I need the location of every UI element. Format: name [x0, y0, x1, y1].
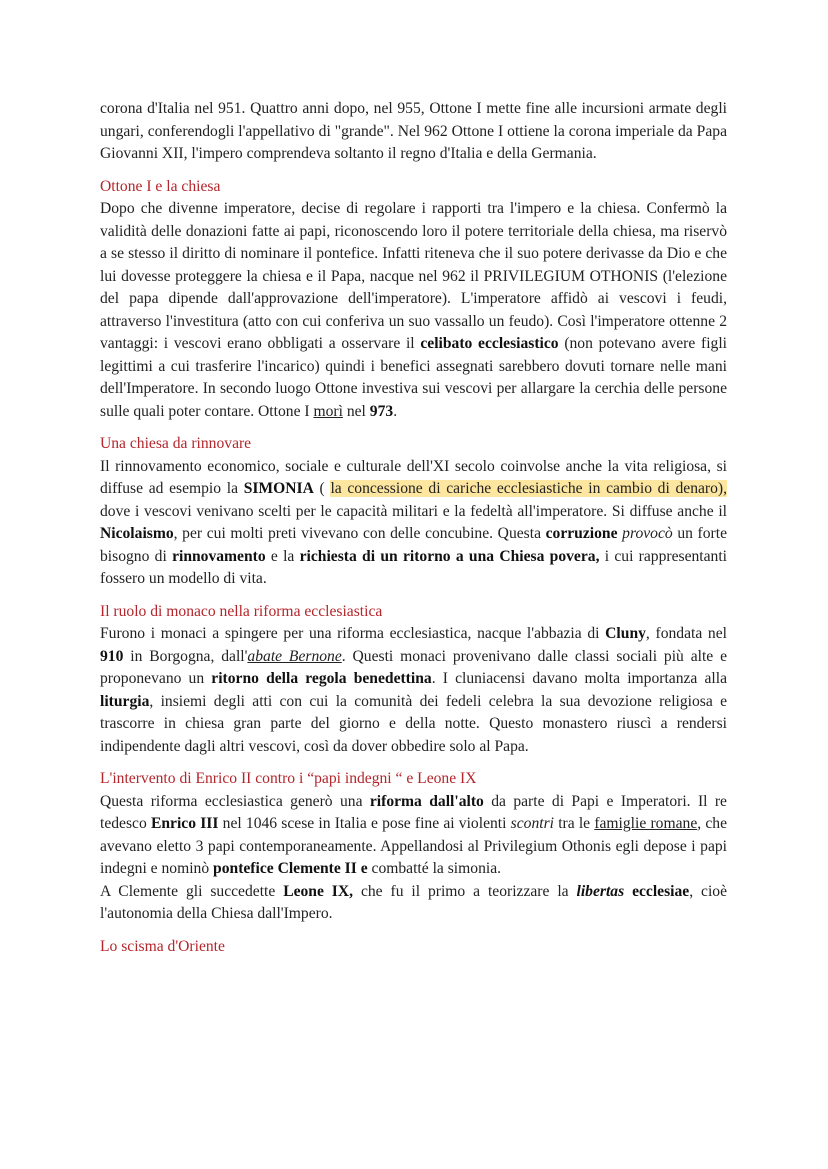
formatted-text-run: 973	[369, 402, 394, 420]
document-section	[100, 768, 727, 926]
section-heading: Il ruolo di monaco nella riforma ecclesiastica	[100, 602, 383, 620]
formatted-text-run: Cluny	[605, 625, 646, 642]
text-run: Il rinnovamento economico, sociale e culturale dell'XI secolo coinvolse anche la vita religiosa, si diffuse ad esempio la	[100, 457, 727, 497]
document-section	[100, 601, 727, 759]
formatted-text-run: abate Bernone	[247, 647, 342, 665]
formatted-text-run: 910	[100, 647, 124, 665]
text-run: . Questi monaci provenivano dalle classi sociali più alte e proponevano un	[100, 647, 727, 687]
text-run: (non potevano avere figli legittimi a cui trasferire l'incarico) quindi i benefici assegnati sarebbero dovuti tornare nelle mani dell'Imperatore. In secondo luogo Ottone investiva sui vescovi per allargare la cerchia delle persone sulle quali poter contare. Ottone I	[100, 335, 727, 420]
text-run: tra le	[553, 815, 595, 832]
formatted-text-run: pontefice Clemente II e	[213, 860, 368, 877]
formatted-text-run: provocò	[622, 525, 673, 542]
formatted-text-run: ecclesiae	[632, 882, 690, 900]
formatted-text-run: la concessione di cariche ecclesiastiche in cambio di denaro),	[330, 480, 727, 497]
paragraph	[100, 198, 727, 423]
text-run: , che avevano eletto 3 papi contemporaneamente. Appellandosi al Privilegium Othonis egli depose i papi indegni e nominò	[100, 815, 727, 877]
formatted-text-run: corruzione	[545, 525, 618, 542]
document-section	[100, 176, 727, 424]
text-run: , per cui molti preti vivevano con delle concubine. Questa	[173, 525, 546, 542]
text-run: Questa riforma ecclesiastica generò una	[100, 792, 370, 810]
paragraph	[100, 456, 727, 591]
formatted-text-run: Nicolaismo	[100, 525, 174, 542]
formatted-text-run: libertas	[576, 882, 625, 900]
text-run: e la	[265, 547, 300, 565]
text-run: , fondata nel	[645, 625, 727, 642]
text-run: in Borgogna, dall'	[123, 647, 248, 665]
formatted-text-run: Enrico III	[150, 815, 219, 832]
text-run: combatté la simonia.	[367, 860, 502, 877]
document-section	[100, 433, 727, 591]
formatted-text-run: ritorno della regola benedettina	[211, 670, 432, 687]
section-heading: Lo scisma d'Oriente	[100, 937, 225, 955]
text-run: (	[313, 480, 331, 497]
text-run: .	[393, 402, 398, 420]
formatted-text-run: liturgia	[100, 692, 150, 710]
formatted-text-run: rinnovamento	[172, 547, 266, 565]
text-run: che fu il primo a teorizzare la	[353, 882, 577, 900]
text-run: , insiemi degli atti con cui la comunità dei fedeli celebra la sua devozione religiosa e trascorre in chiesa gran parte del giorno e della notte. Questo monastero riuscì a rendersi indipendente dagli altri vescovi, così da dover obbedire solo al Papa.	[100, 692, 727, 755]
section-heading: Ottone I e la chiesa	[100, 177, 221, 195]
text-run	[624, 883, 632, 900]
document-section	[100, 98, 727, 166]
section-heading: Una chiesa da rinnovare	[100, 435, 252, 452]
text-run: i cui rappresentanti fossero un modello di vita.	[100, 547, 728, 587]
paragraph	[100, 881, 727, 926]
text-run: Furono i monaci a spingere per una riforma ecclesiastica, nacque l'abbazia di	[100, 625, 606, 642]
formatted-text-run: richiesta di un ritorno a una Chiesa povera,	[299, 547, 600, 565]
text-run: . I cluniacensi davano molta importanza alla	[431, 670, 727, 687]
formatted-text-run: SIMONIA	[243, 480, 314, 497]
formatted-text-run: scontri	[510, 815, 554, 832]
paragraph	[100, 791, 727, 881]
text-run: dove i vescovi venivano scelti per le capacità militari e la fedeltà all'imperatore. Si diffuse anche il	[100, 502, 727, 520]
document-page	[100, 98, 727, 968]
formatted-text-run: riforma dall'alto	[369, 792, 484, 810]
document-section	[100, 936, 727, 959]
text-run: un forte bisogno di	[100, 525, 727, 565]
paragraph	[100, 623, 727, 758]
text-run: nel 1046 scese in Italia e pose fine ai violenti	[218, 815, 511, 832]
section-heading: L'intervento di Enrico II contro i “papi indegni “ e Leone IX	[100, 770, 477, 787]
text-run: nel	[342, 402, 370, 420]
paragraph	[100, 98, 727, 166]
formatted-text-run: morì	[313, 402, 343, 420]
text-run: da parte di Papi e Imperatori. Il re tedesco	[100, 792, 727, 832]
formatted-text-run: celibato ecclesiastico	[420, 335, 559, 352]
text-run: , cioè l'autonomia della Chiesa dall'Impero.	[100, 882, 727, 922]
text-run: corona d'Italia nel 951. Quattro anni dopo, nel 955, Ottone I mette fine alle incursioni armate degli ungari, conferendogli l'appellativo di "grande". Nel 962 Ottone I ottiene la corona imperiale da Papa Giovanni XII, l'impero comprendeva soltanto il regno d'Italia e della Germania.	[100, 100, 727, 162]
text-run: Dopo che divenne imperatore, decise di regolare i rapporti tra l'impero e la chiesa. Confermò la validità delle donazioni fatte ai papi, riconoscendo loro il potere territoriale della chiesa, ma riservò a se stesso il diritto di nominare il pontefice. Infatti riteneva che il suo potere derivasse da Dio e che lui dovesse proteggere la chiesa e il Papa, nacque nel 962 il PRIVILEGIUM OTHONIS (l'elezione del papa dipende dall'approvazione dell'imperatore). L'imperatore affidò ai vescovi i feudi, attraverso l'investitura (atto con cui conferiva un suo vassallo un feudo). Così l'imperatore ottenne 2 vantaggi: i vescovi erano obbligati a osservare il	[100, 200, 727, 352]
formatted-text-run: Leone IX,	[283, 882, 354, 900]
formatted-text-run: famiglie romane	[594, 815, 698, 832]
text-run: A Clemente gli succedette	[100, 882, 284, 900]
